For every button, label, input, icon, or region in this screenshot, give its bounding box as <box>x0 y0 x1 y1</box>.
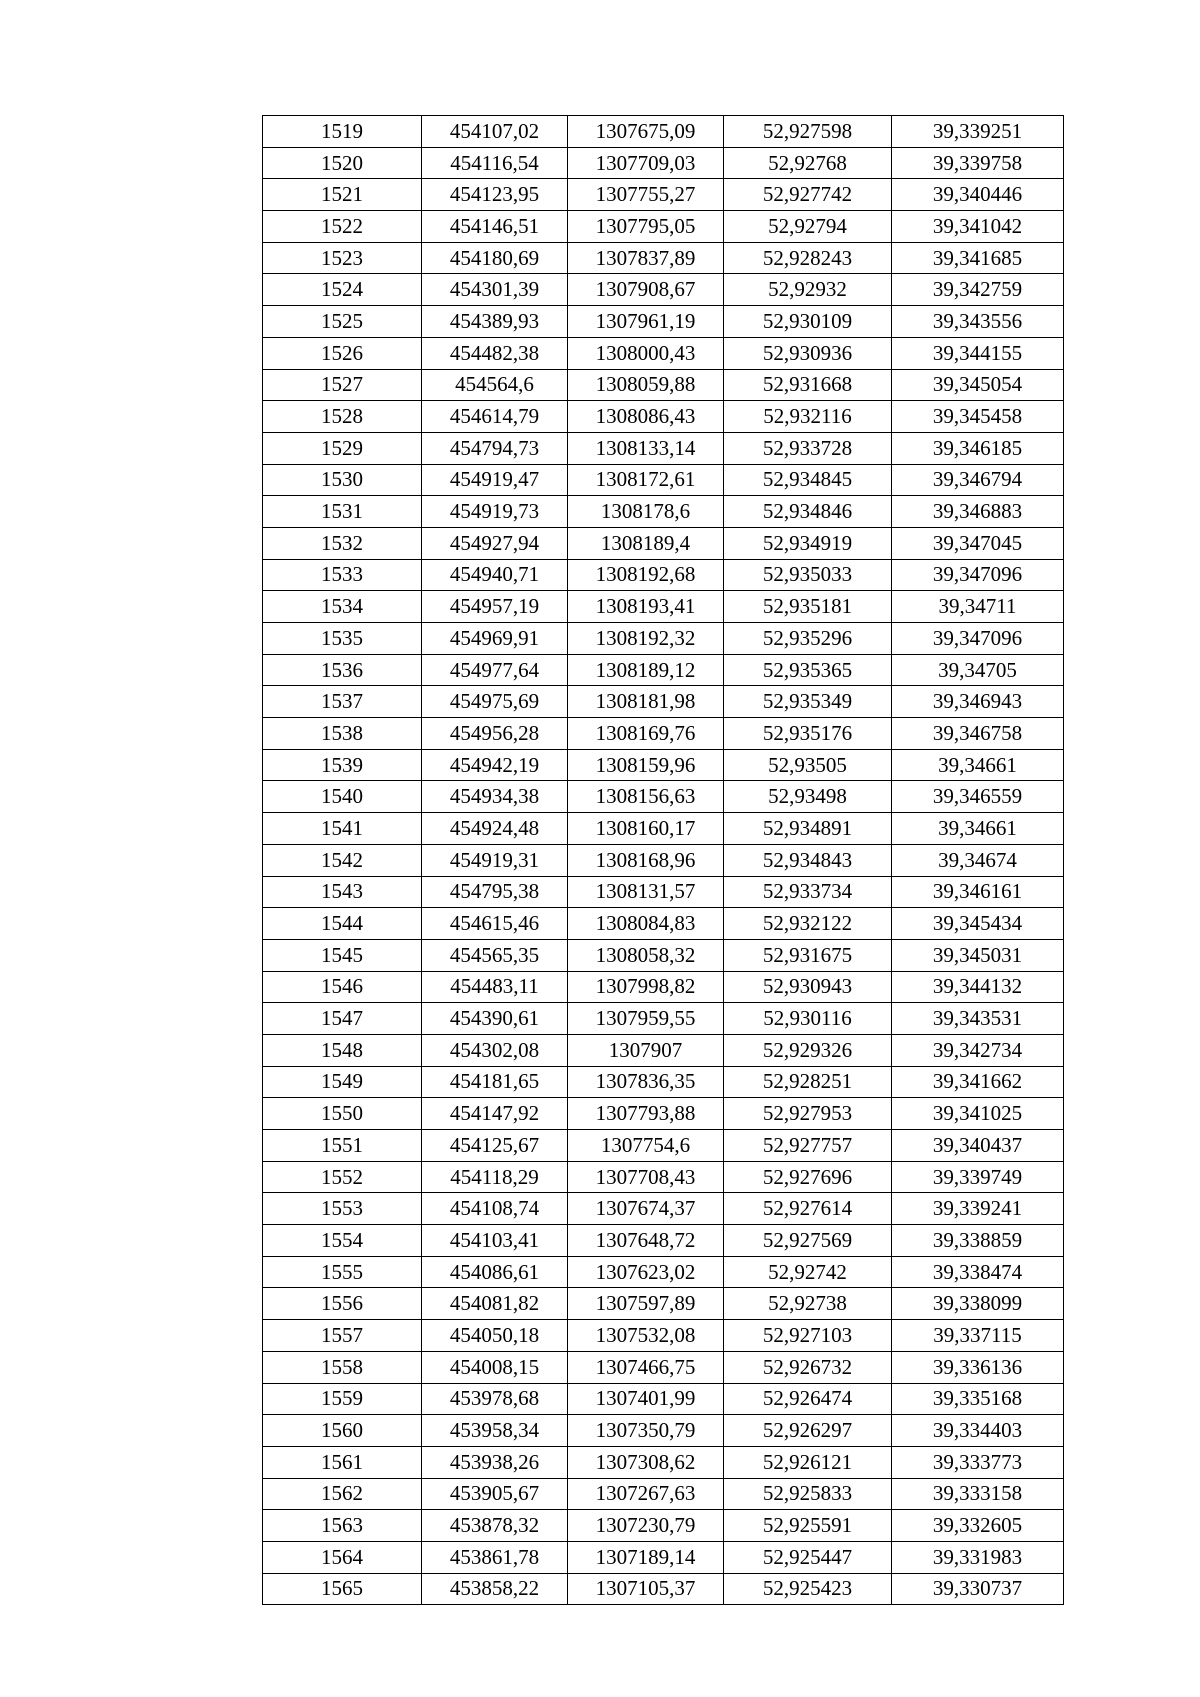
point-number-cell: 1527 <box>263 369 422 401</box>
table-row <box>263 1034 1064 1066</box>
table-row <box>263 908 1064 940</box>
point-number-cell: 1564 <box>263 1541 422 1573</box>
point-number-cell: 1538 <box>263 718 422 750</box>
x-coordinate-cell: 454107,02 <box>422 116 568 148</box>
table-row <box>263 179 1064 211</box>
longitude-cell: 39,347045 <box>892 527 1064 559</box>
y-coordinate-cell: 1308169,76 <box>568 718 724 750</box>
y-coordinate-cell: 1307793,88 <box>568 1098 724 1130</box>
table-row <box>263 1288 1064 1320</box>
point-number-cell: 1551 <box>263 1130 422 1162</box>
latitude-cell: 52,92794 <box>724 211 892 243</box>
table-row <box>263 844 1064 876</box>
longitude-cell: 39,335168 <box>892 1383 1064 1415</box>
x-coordinate-cell: 454301,39 <box>422 274 568 306</box>
latitude-cell: 52,93498 <box>724 781 892 813</box>
table-row <box>263 1446 1064 1478</box>
y-coordinate-cell: 1307755,27 <box>568 179 724 211</box>
x-coordinate-cell: 454919,47 <box>422 464 568 496</box>
table-row <box>263 1130 1064 1162</box>
y-coordinate-cell: 1308181,98 <box>568 686 724 718</box>
y-coordinate-cell: 1307754,6 <box>568 1130 724 1162</box>
table-row <box>263 1193 1064 1225</box>
point-number-cell: 1562 <box>263 1478 422 1510</box>
longitude-cell: 39,343531 <box>892 1003 1064 1035</box>
latitude-cell: 52,932116 <box>724 401 892 433</box>
point-number-cell: 1530 <box>263 464 422 496</box>
y-coordinate-cell: 1307959,55 <box>568 1003 724 1035</box>
longitude-cell: 39,330737 <box>892 1573 1064 1605</box>
latitude-cell: 52,927598 <box>724 116 892 148</box>
latitude-cell: 52,927757 <box>724 1130 892 1162</box>
longitude-cell: 39,346758 <box>892 718 1064 750</box>
point-number-cell: 1549 <box>263 1066 422 1098</box>
x-coordinate-cell: 454050,18 <box>422 1320 568 1352</box>
y-coordinate-cell: 1307308,62 <box>568 1446 724 1478</box>
latitude-cell: 52,927569 <box>724 1225 892 1257</box>
x-coordinate-cell: 454977,64 <box>422 654 568 686</box>
x-coordinate-cell: 454181,65 <box>422 1066 568 1098</box>
latitude-cell: 52,928243 <box>724 242 892 274</box>
x-coordinate-cell: 454081,82 <box>422 1288 568 1320</box>
latitude-cell: 52,92738 <box>724 1288 892 1320</box>
y-coordinate-cell: 1307401,99 <box>568 1383 724 1415</box>
table-row <box>263 274 1064 306</box>
y-coordinate-cell: 1307836,35 <box>568 1066 724 1098</box>
x-coordinate-cell: 454125,67 <box>422 1130 568 1162</box>
y-coordinate-cell: 1307709,03 <box>568 147 724 179</box>
point-number-cell: 1523 <box>263 242 422 274</box>
point-number-cell: 1537 <box>263 686 422 718</box>
longitude-cell: 39,338859 <box>892 1225 1064 1257</box>
y-coordinate-cell: 1308168,96 <box>568 844 724 876</box>
longitude-cell: 39,336136 <box>892 1351 1064 1383</box>
table-row <box>263 623 1064 655</box>
longitude-cell: 39,34661 <box>892 749 1064 781</box>
longitude-cell: 39,340446 <box>892 179 1064 211</box>
table-row <box>263 1415 1064 1447</box>
point-number-cell: 1550 <box>263 1098 422 1130</box>
latitude-cell: 52,927742 <box>724 179 892 211</box>
point-number-cell: 1533 <box>263 559 422 591</box>
point-number-cell: 1542 <box>263 844 422 876</box>
longitude-cell: 39,345458 <box>892 401 1064 433</box>
point-number-cell: 1528 <box>263 401 422 433</box>
point-number-cell: 1563 <box>263 1510 422 1542</box>
table-row <box>263 1478 1064 1510</box>
y-coordinate-cell: 1308131,57 <box>568 876 724 908</box>
point-number-cell: 1525 <box>263 306 422 338</box>
point-number-cell: 1561 <box>263 1446 422 1478</box>
longitude-cell: 39,339241 <box>892 1193 1064 1225</box>
x-coordinate-cell: 454389,93 <box>422 306 568 338</box>
y-coordinate-cell: 1308160,17 <box>568 813 724 845</box>
table-row <box>263 971 1064 1003</box>
x-coordinate-cell: 453878,32 <box>422 1510 568 1542</box>
longitude-cell: 39,346794 <box>892 464 1064 496</box>
table-row <box>263 1573 1064 1605</box>
longitude-cell: 39,334403 <box>892 1415 1064 1447</box>
point-number-cell: 1559 <box>263 1383 422 1415</box>
x-coordinate-cell: 454302,08 <box>422 1034 568 1066</box>
longitude-cell: 39,344155 <box>892 337 1064 369</box>
table-row <box>263 1098 1064 1130</box>
x-coordinate-cell: 454919,73 <box>422 496 568 528</box>
point-number-cell: 1557 <box>263 1320 422 1352</box>
longitude-cell: 39,341025 <box>892 1098 1064 1130</box>
point-number-cell: 1552 <box>263 1161 422 1193</box>
latitude-cell: 52,929326 <box>724 1034 892 1066</box>
table-row <box>263 147 1064 179</box>
table-row <box>263 781 1064 813</box>
y-coordinate-cell: 1308159,96 <box>568 749 724 781</box>
x-coordinate-cell: 454565,35 <box>422 939 568 971</box>
table-row <box>263 1256 1064 1288</box>
point-number-cell: 1532 <box>263 527 422 559</box>
latitude-cell: 52,928251 <box>724 1066 892 1098</box>
y-coordinate-cell: 1307532,08 <box>568 1320 724 1352</box>
y-coordinate-cell: 1307675,09 <box>568 116 724 148</box>
longitude-cell: 39,332605 <box>892 1510 1064 1542</box>
x-coordinate-cell: 454615,46 <box>422 908 568 940</box>
point-number-cell: 1536 <box>263 654 422 686</box>
longitude-cell: 39,342759 <box>892 274 1064 306</box>
longitude-cell: 39,34705 <box>892 654 1064 686</box>
point-number-cell: 1520 <box>263 147 422 179</box>
longitude-cell: 39,333158 <box>892 1478 1064 1510</box>
table-row <box>263 1383 1064 1415</box>
latitude-cell: 52,926121 <box>724 1446 892 1478</box>
longitude-cell: 39,347096 <box>892 623 1064 655</box>
table-row <box>263 1351 1064 1383</box>
y-coordinate-cell: 1307597,89 <box>568 1288 724 1320</box>
x-coordinate-cell: 454969,91 <box>422 623 568 655</box>
y-coordinate-cell: 1307648,72 <box>568 1225 724 1257</box>
x-coordinate-cell: 454957,19 <box>422 591 568 623</box>
longitude-cell: 39,341685 <box>892 242 1064 274</box>
point-number-cell: 1541 <box>263 813 422 845</box>
point-number-cell: 1522 <box>263 211 422 243</box>
longitude-cell: 39,34661 <box>892 813 1064 845</box>
latitude-cell: 52,930116 <box>724 1003 892 1035</box>
latitude-cell: 52,935365 <box>724 654 892 686</box>
table-row <box>263 876 1064 908</box>
longitude-cell: 39,340437 <box>892 1130 1064 1162</box>
latitude-cell: 52,934843 <box>724 844 892 876</box>
latitude-cell: 52,92932 <box>724 274 892 306</box>
longitude-cell: 39,346185 <box>892 432 1064 464</box>
y-coordinate-cell: 1307907 <box>568 1034 724 1066</box>
point-number-cell: 1565 <box>263 1573 422 1605</box>
point-number-cell: 1535 <box>263 623 422 655</box>
x-coordinate-cell: 453978,68 <box>422 1383 568 1415</box>
x-coordinate-cell: 453861,78 <box>422 1541 568 1573</box>
table-row <box>263 401 1064 433</box>
point-number-cell: 1521 <box>263 179 422 211</box>
table-row <box>263 813 1064 845</box>
point-number-cell: 1544 <box>263 908 422 940</box>
x-coordinate-cell: 454934,38 <box>422 781 568 813</box>
table-row <box>263 1541 1064 1573</box>
longitude-cell: 39,346883 <box>892 496 1064 528</box>
table-row <box>263 1225 1064 1257</box>
longitude-cell: 39,341042 <box>892 211 1064 243</box>
latitude-cell: 52,934845 <box>724 464 892 496</box>
x-coordinate-cell: 454118,29 <box>422 1161 568 1193</box>
x-coordinate-cell: 454123,95 <box>422 179 568 211</box>
y-coordinate-cell: 1307795,05 <box>568 211 724 243</box>
table-row <box>263 306 1064 338</box>
latitude-cell: 52,934846 <box>724 496 892 528</box>
table-row <box>263 559 1064 591</box>
point-number-cell: 1545 <box>263 939 422 971</box>
table-row <box>263 116 1064 148</box>
y-coordinate-cell: 1308086,43 <box>568 401 724 433</box>
table-row <box>263 1510 1064 1542</box>
longitude-cell: 39,346559 <box>892 781 1064 813</box>
point-number-cell: 1543 <box>263 876 422 908</box>
longitude-cell: 39,338474 <box>892 1256 1064 1288</box>
x-coordinate-cell: 454482,38 <box>422 337 568 369</box>
longitude-cell: 39,345031 <box>892 939 1064 971</box>
latitude-cell: 52,926297 <box>724 1415 892 1447</box>
x-coordinate-cell: 453905,67 <box>422 1478 568 1510</box>
longitude-cell: 39,34711 <box>892 591 1064 623</box>
latitude-cell: 52,92742 <box>724 1256 892 1288</box>
point-number-cell: 1540 <box>263 781 422 813</box>
y-coordinate-cell: 1307350,79 <box>568 1415 724 1447</box>
table-row <box>263 496 1064 528</box>
y-coordinate-cell: 1308058,32 <box>568 939 724 971</box>
latitude-cell: 52,935349 <box>724 686 892 718</box>
longitude-cell: 39,347096 <box>892 559 1064 591</box>
longitude-cell: 39,341662 <box>892 1066 1064 1098</box>
table-row <box>263 591 1064 623</box>
longitude-cell: 39,346943 <box>892 686 1064 718</box>
x-coordinate-cell: 454108,74 <box>422 1193 568 1225</box>
y-coordinate-cell: 1308156,63 <box>568 781 724 813</box>
latitude-cell: 52,934891 <box>724 813 892 845</box>
latitude-cell: 52,935176 <box>724 718 892 750</box>
point-number-cell: 1539 <box>263 749 422 781</box>
y-coordinate-cell: 1308189,4 <box>568 527 724 559</box>
y-coordinate-cell: 1307105,37 <box>568 1573 724 1605</box>
longitude-cell: 39,342734 <box>892 1034 1064 1066</box>
y-coordinate-cell: 1307998,82 <box>568 971 724 1003</box>
point-number-cell: 1554 <box>263 1225 422 1257</box>
table-row <box>263 939 1064 971</box>
point-number-cell: 1560 <box>263 1415 422 1447</box>
x-coordinate-cell: 454614,79 <box>422 401 568 433</box>
longitude-cell: 39,345434 <box>892 908 1064 940</box>
x-coordinate-cell: 454940,71 <box>422 559 568 591</box>
table-row <box>263 1003 1064 1035</box>
table-row <box>263 686 1064 718</box>
table-row <box>263 1320 1064 1352</box>
x-coordinate-cell: 454927,94 <box>422 527 568 559</box>
x-coordinate-cell: 454147,92 <box>422 1098 568 1130</box>
x-coordinate-cell: 454483,11 <box>422 971 568 1003</box>
latitude-cell: 52,935033 <box>724 559 892 591</box>
table-row <box>263 749 1064 781</box>
latitude-cell: 52,925447 <box>724 1541 892 1573</box>
y-coordinate-cell: 1307623,02 <box>568 1256 724 1288</box>
point-number-cell: 1556 <box>263 1288 422 1320</box>
table-row <box>263 718 1064 750</box>
latitude-cell: 52,926732 <box>724 1351 892 1383</box>
point-number-cell: 1546 <box>263 971 422 1003</box>
x-coordinate-cell: 454942,19 <box>422 749 568 781</box>
point-number-cell: 1547 <box>263 1003 422 1035</box>
y-coordinate-cell: 1307837,89 <box>568 242 724 274</box>
x-coordinate-cell: 454795,38 <box>422 876 568 908</box>
latitude-cell: 52,935296 <box>724 623 892 655</box>
latitude-cell: 52,934919 <box>724 527 892 559</box>
table-row <box>263 432 1064 464</box>
coordinates-table <box>262 115 1064 1605</box>
y-coordinate-cell: 1307230,79 <box>568 1510 724 1542</box>
table-row <box>263 464 1064 496</box>
point-number-cell: 1529 <box>263 432 422 464</box>
y-coordinate-cell: 1307908,67 <box>568 274 724 306</box>
x-coordinate-cell: 454919,31 <box>422 844 568 876</box>
x-coordinate-cell: 454564,6 <box>422 369 568 401</box>
latitude-cell: 52,930109 <box>724 306 892 338</box>
x-coordinate-cell: 454180,69 <box>422 242 568 274</box>
x-coordinate-cell: 454103,41 <box>422 1225 568 1257</box>
latitude-cell: 52,926474 <box>724 1383 892 1415</box>
latitude-cell: 52,927103 <box>724 1320 892 1352</box>
table-row <box>263 1066 1064 1098</box>
x-coordinate-cell: 454086,61 <box>422 1256 568 1288</box>
latitude-cell: 52,927696 <box>724 1161 892 1193</box>
table-row <box>263 1161 1064 1193</box>
longitude-cell: 39,333773 <box>892 1446 1064 1478</box>
longitude-cell: 39,345054 <box>892 369 1064 401</box>
latitude-cell: 52,933734 <box>724 876 892 908</box>
latitude-cell: 52,932122 <box>724 908 892 940</box>
y-coordinate-cell: 1307708,43 <box>568 1161 724 1193</box>
longitude-cell: 39,339758 <box>892 147 1064 179</box>
y-coordinate-cell: 1307466,75 <box>568 1351 724 1383</box>
point-number-cell: 1531 <box>263 496 422 528</box>
longitude-cell: 39,338099 <box>892 1288 1064 1320</box>
latitude-cell: 52,930943 <box>724 971 892 1003</box>
y-coordinate-cell: 1308059,88 <box>568 369 724 401</box>
latitude-cell: 52,930936 <box>724 337 892 369</box>
latitude-cell: 52,92768 <box>724 147 892 179</box>
table-row <box>263 242 1064 274</box>
latitude-cell: 52,931675 <box>724 939 892 971</box>
latitude-cell: 52,933728 <box>724 432 892 464</box>
x-coordinate-cell: 454924,48 <box>422 813 568 845</box>
longitude-cell: 39,346161 <box>892 876 1064 908</box>
longitude-cell: 39,337115 <box>892 1320 1064 1352</box>
y-coordinate-cell: 1308172,61 <box>568 464 724 496</box>
x-coordinate-cell: 454008,15 <box>422 1351 568 1383</box>
y-coordinate-cell: 1308192,68 <box>568 559 724 591</box>
table-row <box>263 337 1064 369</box>
y-coordinate-cell: 1307674,37 <box>568 1193 724 1225</box>
y-coordinate-cell: 1308000,43 <box>568 337 724 369</box>
x-coordinate-cell: 453958,34 <box>422 1415 568 1447</box>
latitude-cell: 52,927614 <box>724 1193 892 1225</box>
y-coordinate-cell: 1308189,12 <box>568 654 724 686</box>
x-coordinate-cell: 453938,26 <box>422 1446 568 1478</box>
y-coordinate-cell: 1307267,63 <box>568 1478 724 1510</box>
point-number-cell: 1524 <box>263 274 422 306</box>
x-coordinate-cell: 454956,28 <box>422 718 568 750</box>
x-coordinate-cell: 454794,73 <box>422 432 568 464</box>
point-number-cell: 1548 <box>263 1034 422 1066</box>
latitude-cell: 52,93505 <box>724 749 892 781</box>
x-coordinate-cell: 453858,22 <box>422 1573 568 1605</box>
point-number-cell: 1555 <box>263 1256 422 1288</box>
y-coordinate-cell: 1308192,32 <box>568 623 724 655</box>
y-coordinate-cell: 1307189,14 <box>568 1541 724 1573</box>
longitude-cell: 39,339749 <box>892 1161 1064 1193</box>
longitude-cell: 39,34674 <box>892 844 1064 876</box>
point-number-cell: 1519 <box>263 116 422 148</box>
longitude-cell: 39,343556 <box>892 306 1064 338</box>
point-number-cell: 1553 <box>263 1193 422 1225</box>
y-coordinate-cell: 1308133,14 <box>568 432 724 464</box>
x-coordinate-cell: 454975,69 <box>422 686 568 718</box>
y-coordinate-cell: 1308084,83 <box>568 908 724 940</box>
table-row <box>263 211 1064 243</box>
longitude-cell: 39,339251 <box>892 116 1064 148</box>
x-coordinate-cell: 454390,61 <box>422 1003 568 1035</box>
table-row <box>263 527 1064 559</box>
y-coordinate-cell: 1308193,41 <box>568 591 724 623</box>
latitude-cell: 52,935181 <box>724 591 892 623</box>
latitude-cell: 52,925591 <box>724 1510 892 1542</box>
x-coordinate-cell: 454146,51 <box>422 211 568 243</box>
point-number-cell: 1558 <box>263 1351 422 1383</box>
latitude-cell: 52,931668 <box>724 369 892 401</box>
x-coordinate-cell: 454116,54 <box>422 147 568 179</box>
point-number-cell: 1534 <box>263 591 422 623</box>
table-row <box>263 369 1064 401</box>
latitude-cell: 52,927953 <box>724 1098 892 1130</box>
y-coordinate-cell: 1308178,6 <box>568 496 724 528</box>
point-number-cell: 1526 <box>263 337 422 369</box>
table-row <box>263 654 1064 686</box>
longitude-cell: 39,331983 <box>892 1541 1064 1573</box>
longitude-cell: 39,344132 <box>892 971 1064 1003</box>
latitude-cell: 52,925833 <box>724 1478 892 1510</box>
y-coordinate-cell: 1307961,19 <box>568 306 724 338</box>
coordinates-table-body <box>263 116 1064 1605</box>
latitude-cell: 52,925423 <box>724 1573 892 1605</box>
